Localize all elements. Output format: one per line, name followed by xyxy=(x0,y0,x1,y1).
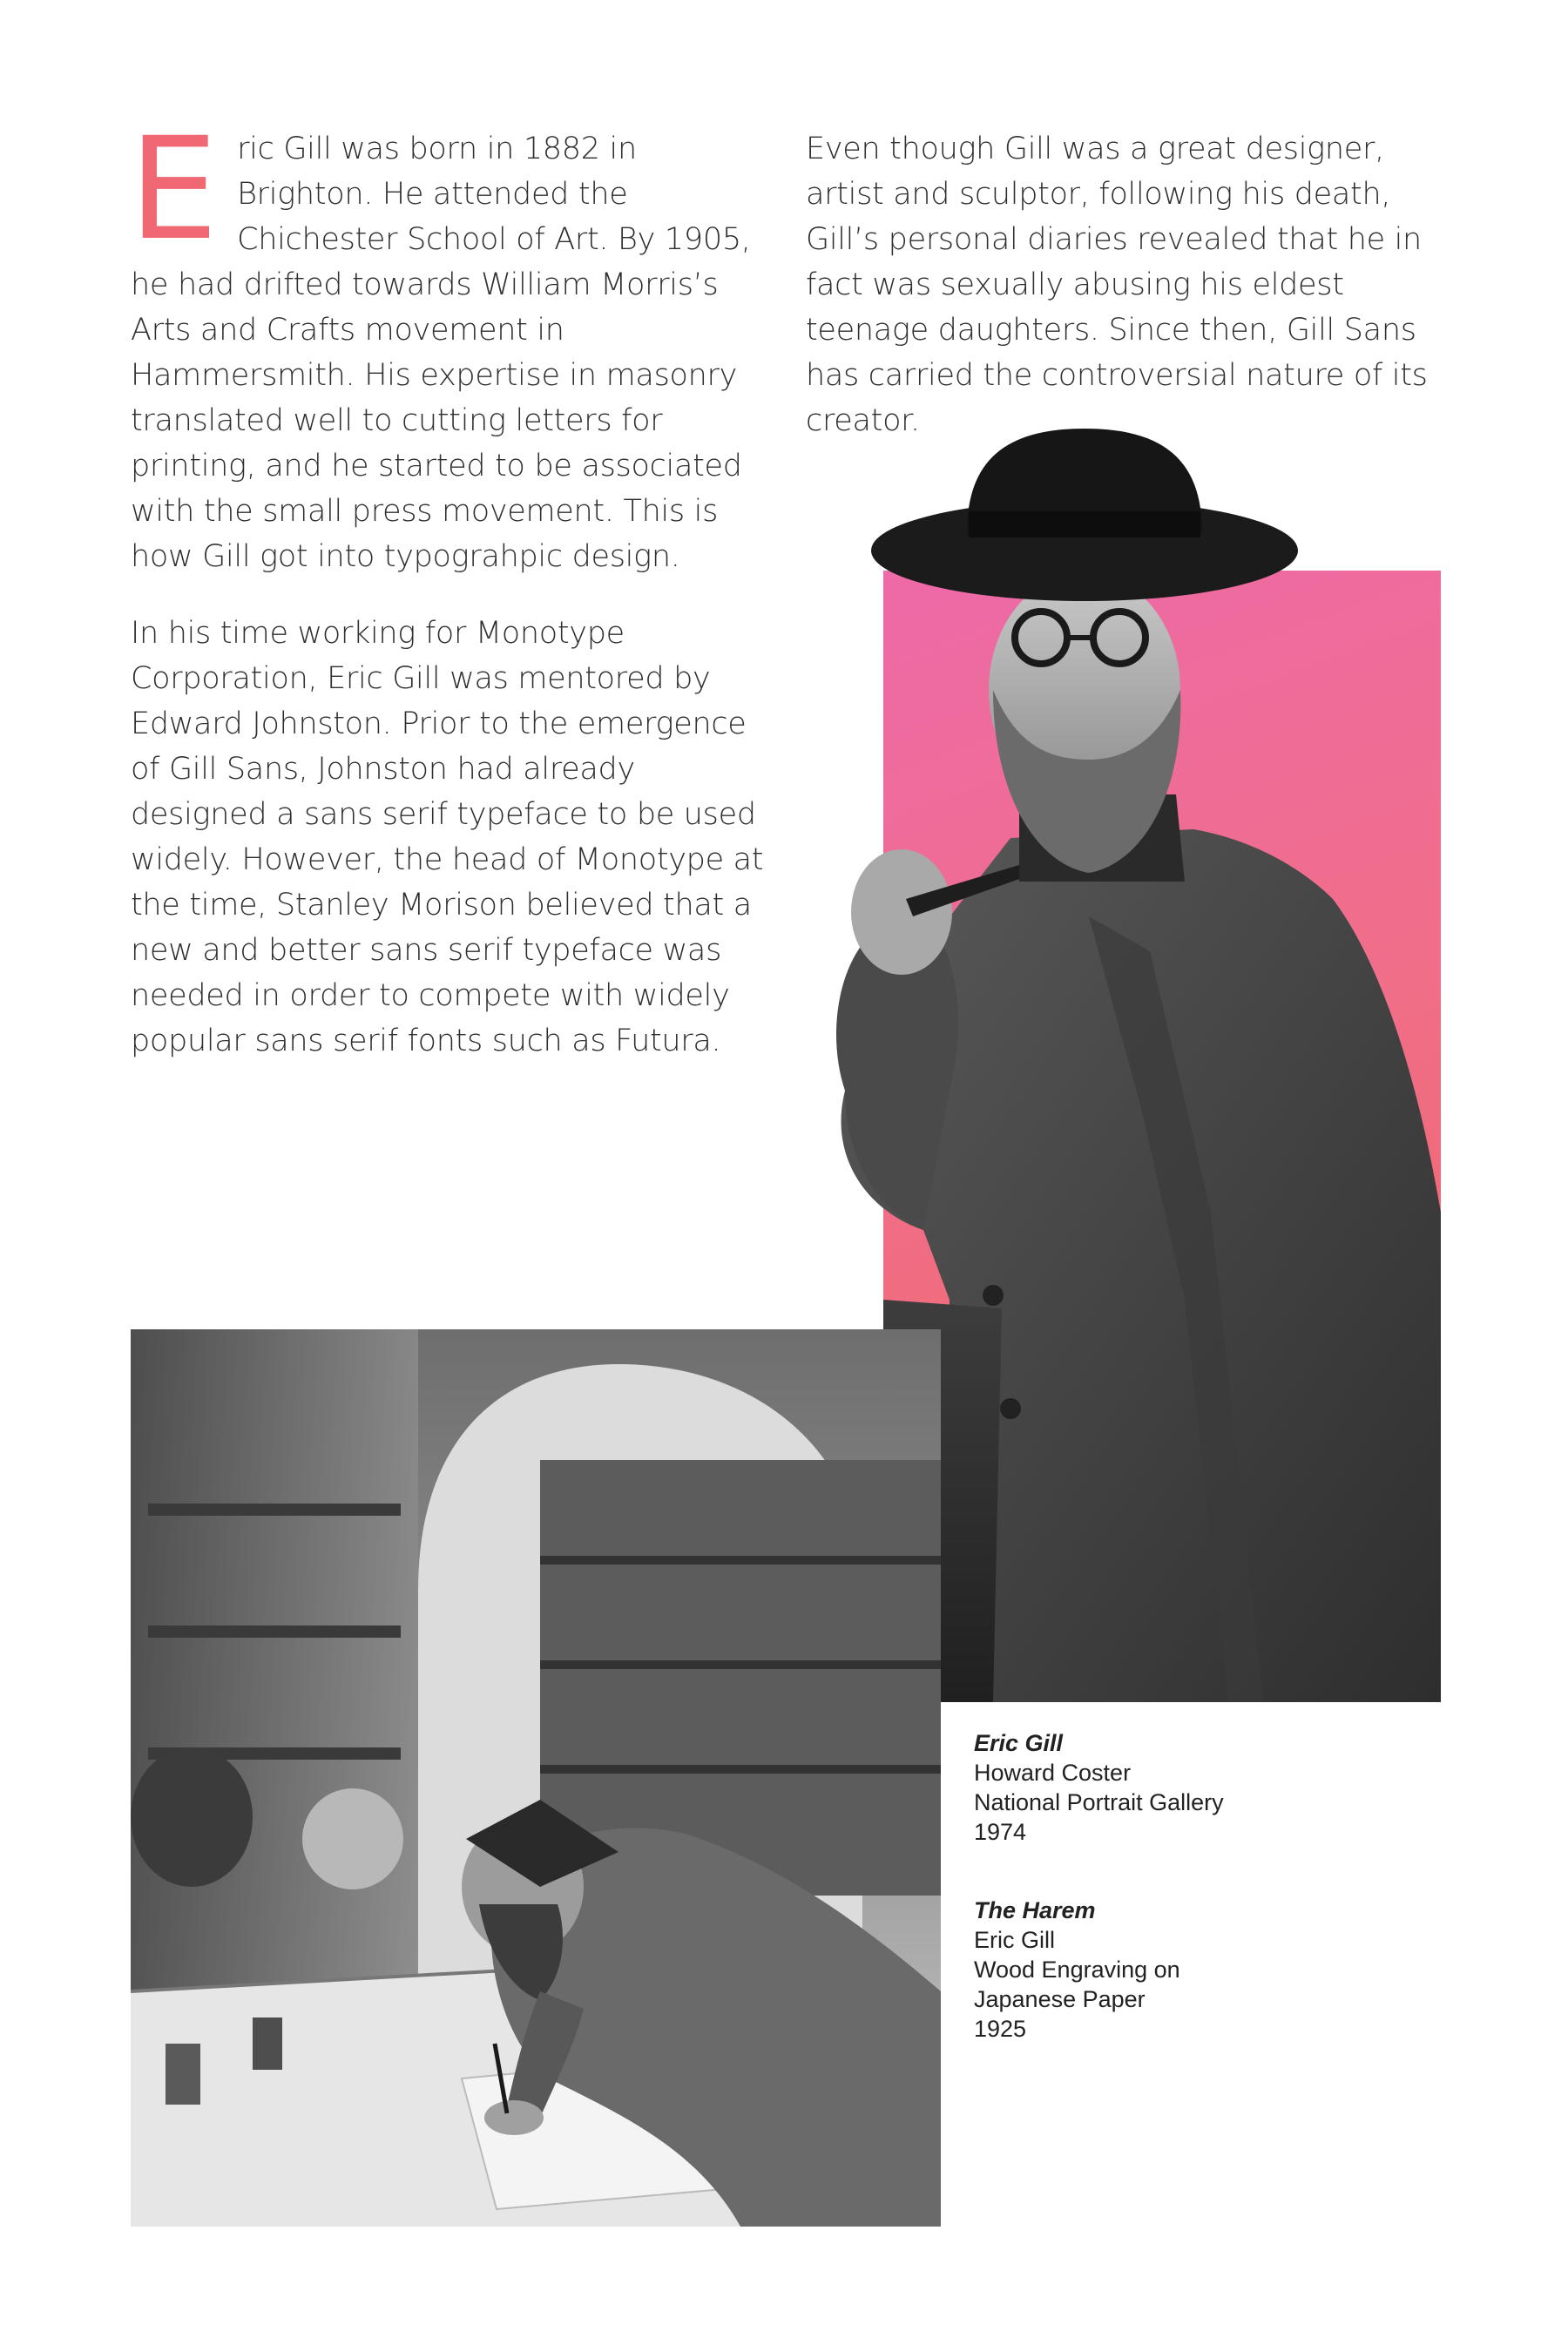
monotype-paragraph: In his time working for Monotype Corporation, Eric Gill was mentored by Edward Johnston. Prior to the emergence of Gill Sans, Johnston had already designed a sans serif typeface to be used widely. However, the head of Monotype at the time, Stanley Morison believed that a new and better sans serif typeface was needed in order to compete with widely popular sans serif fonts such as Futura. xyxy=(131,616,764,1058)
caption-line: Japanese Paper xyxy=(974,1986,1146,2012)
right-text-column xyxy=(806,126,1450,443)
caption-title: Eric Gill xyxy=(974,1730,1064,1756)
workshop-photo xyxy=(131,1329,941,2227)
caption-line: Eric Gill xyxy=(974,1927,1055,1953)
caption-line: 1974 xyxy=(974,1819,1027,1845)
intro-paragraph xyxy=(129,108,775,579)
intro-paragraph-text: ric Gill was born in 1882 in Brighton. He attended the Chichester School of Art. By 1905, he had drifted towards William Morris’s Arts and Crafts movement in Hammersmith. His expertise in masonry translated well to cutting letters for printing, and he started to be associated with the small press movement. This is how Gill got into typograhpic design. xyxy=(131,132,751,574)
caption-line: Wood Engraving on xyxy=(974,1957,1180,1983)
caption-line: National Portrait Gallery xyxy=(974,1789,1224,1815)
left-text-column xyxy=(129,108,775,1064)
caption-line: 1925 xyxy=(974,2016,1027,2042)
portrait-caption xyxy=(974,1728,1322,1847)
workshop-caption xyxy=(974,1896,1322,2044)
controversy-paragraph: Even though Gill was a great designer, artist and sculptor, following his death, Gill’s personal diaries revealed that he in fact was sexually abusing his eldest teenage daughters. Since then, Gill Sans has carried the controversial nature of its creator. xyxy=(806,132,1428,438)
caption-title: The Harem xyxy=(974,1897,1096,1923)
drop-cap: E xyxy=(129,108,219,272)
caption-line: Howard Coster xyxy=(974,1760,1132,1786)
